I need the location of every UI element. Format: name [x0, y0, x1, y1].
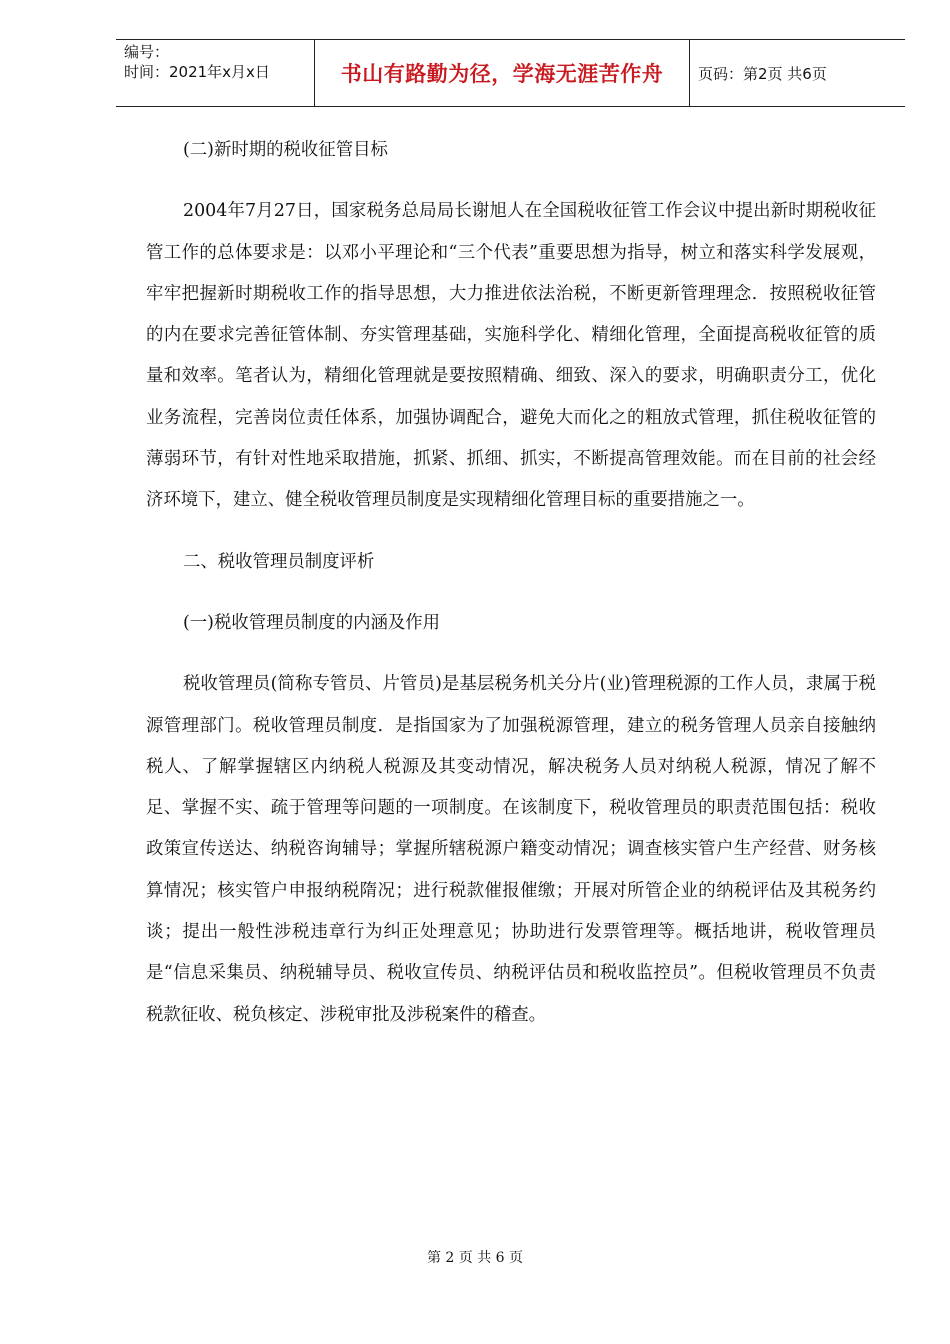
page-header [116, 39, 905, 107]
section-heading: (二)新时期的税收征管目标 [183, 140, 388, 160]
header-meta [116, 40, 315, 106]
document-body [146, 130, 876, 1036]
section-heading: (一)税收管理员制度的内涵及作用 [183, 612, 441, 633]
time-label: 时间：2021年x月x日 [124, 63, 270, 81]
header-page-info: 页码：第2页 共6页 [698, 64, 827, 83]
page-footer: 第 2 页 共 6 页 [426, 1250, 524, 1266]
serial-label: 编号： [124, 43, 170, 61]
spacer [146, 522, 876, 542]
body-paragraph: 2004年7月27日，国家税务总局局长谢旭人在全国税收征管工作会议中提出新时期税收征管工作的总体要求是：以邓小平理论和“三个代表”重要思想为指导，树立和落实科学发展观，牢牢把握新时期税收工作的指导思想，大力推进依法治税，不断更新管理理念．按照税收征管的内在要求完善征管体制、夯实管理基础，实施科学化、精细化管理，全面提高税收征管的质量和效率。笔者认为，精细化管理就是要按照精确、细致、深入的要求，明确职责分工，优化业务流程，完善岗位责任体系，加强协调配合，避免大而化之的粗放式管理，抓住税收征管的薄弱环节，有针对性地采取措施，抓紧、抓细、抓实，不断提高管理效能。而在目前的社会经济环境下，建立、健全税收管理员制度是实现精细化管理目标的重要措施之一。 [146, 201, 876, 511]
header-motto: 书山有路勤为径，学海无涯苦作舟 [315, 40, 690, 106]
spacer [146, 644, 876, 664]
spacer [146, 171, 876, 191]
spacer [146, 583, 876, 603]
section-heading: 二、税收管理员制度评析 [183, 551, 375, 572]
body-paragraph: 税收管理员(简称专管员、片管员)是基层税务机关分片(业)管理税源的工作人员，隶属于税源管理部门。税收管理员制度．是指国家为了加强税源管理，建立的税务管理人员亲自接触纳税人、了解掌握辖区内纳税人税源及其变动情况，解决税务人员对纳税人税源，情况了解不足、掌握不实、疏于管理等问题的一项制度。在该制度下，税收管理员的职责范围包括：税收政策宣传送达、纳税咨询辅导；掌握所辖税源户籍变动情况；调查核实管户生产经营、财务核算情况；核实管户申报纳税隋况；进行税款催报催缴；开展对所管企业的纳税评估及其税务约谈；提出一般性涉税违章行为纠正处理意见；协助进行发票管理等。概括地讲，税收管理员是“信息采集员、纳税辅导员、税收宣传员、纳税评估员和税收监控员”。但税收管理员不负责税款征收、税负核定、涉税审批及涉税案件的稽查。 [146, 674, 876, 1025]
